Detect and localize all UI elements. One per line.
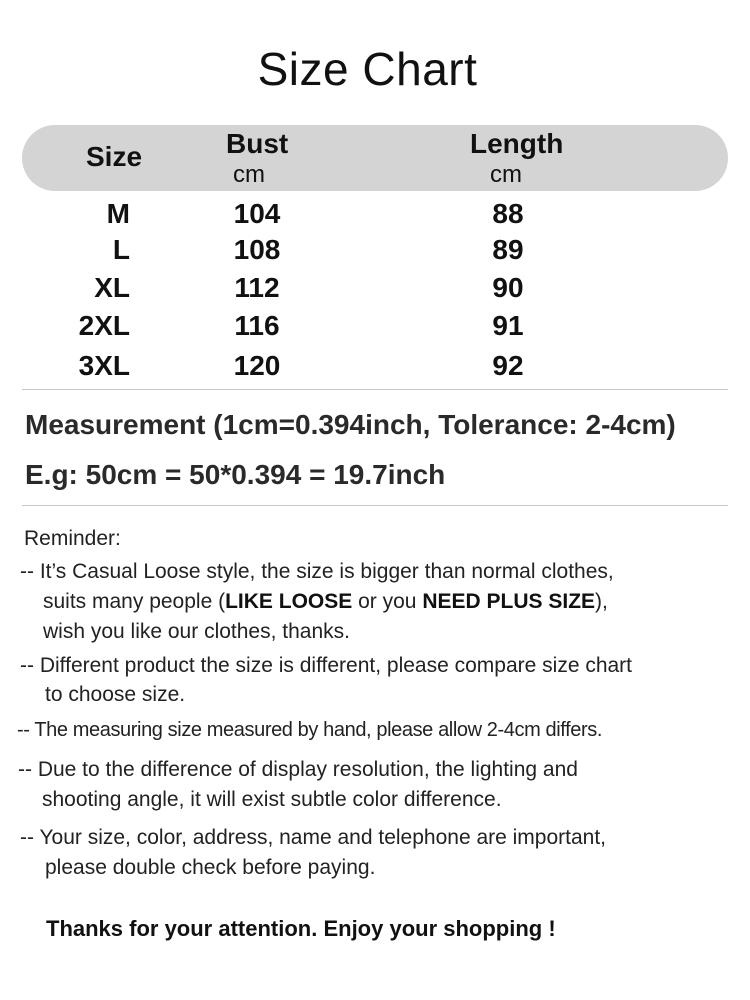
row-xl-bust: 112 bbox=[234, 272, 280, 303]
row-2xl-length: 91 bbox=[492, 310, 524, 341]
row-3xl-size: 3XL bbox=[78, 350, 130, 381]
reminder-item-3: -- The measuring size measured by hand, please allow 2-4cm differs. bbox=[17, 719, 602, 741]
reminder-item-5b: please double check before paying. bbox=[45, 856, 376, 879]
like-loose-emphasis: LIKE LOOSE bbox=[225, 590, 353, 613]
header-length: Length bbox=[470, 128, 564, 159]
row-l-length: 89 bbox=[492, 234, 524, 265]
header-bust-unit: cm bbox=[233, 161, 265, 188]
row-3xl-length: 92 bbox=[492, 350, 524, 381]
reminder-item-1c: wish you like our clothes, thanks. bbox=[43, 620, 350, 643]
header-length-unit: cm bbox=[490, 161, 522, 188]
row-m-length: 88 bbox=[492, 198, 524, 229]
row-m-bust: 104 bbox=[233, 198, 281, 229]
conversion-example: E.g: 50cm = 50*0.394 = 19.7inch bbox=[25, 459, 446, 490]
row-2xl-size: 2XL bbox=[78, 310, 130, 341]
row-3xl-bust: 120 bbox=[233, 350, 281, 381]
divider-bottom bbox=[22, 505, 728, 506]
header-size: Size bbox=[86, 141, 143, 172]
plus-size-emphasis: NEED PLUS SIZE bbox=[422, 590, 596, 613]
measurement-note: Measurement (1cm=0.394inch, Tolerance: 2-4cm) bbox=[25, 409, 676, 440]
row-xl-length: 90 bbox=[492, 272, 524, 303]
reminder-item-4a: -- Due to the difference of display resolution, the lighting and bbox=[18, 758, 578, 781]
row-l-size: L bbox=[112, 234, 130, 265]
header-bust: Bust bbox=[226, 128, 289, 159]
reminder-label: Reminder: bbox=[24, 527, 121, 550]
divider-top bbox=[22, 389, 728, 390]
reminder-item-2a: -- Different product the size is different, please compare size chart bbox=[20, 654, 633, 677]
reminder-item-1b: suits many people (LIKE LOOSE or you NEED PLUS SIZE), bbox=[43, 590, 608, 613]
row-2xl-bust: 116 bbox=[234, 310, 280, 341]
reminder-item-2b: to choose size. bbox=[45, 683, 186, 706]
page-title: Size Chart bbox=[257, 43, 478, 95]
reminder-item-1a: -- It’s Casual Loose style, the size is bigger than normal clothes, bbox=[20, 560, 614, 583]
reminder-item-4b: shooting angle, it will exist subtle color difference. bbox=[42, 788, 502, 811]
thanks-message: Thanks for your attention. Enjoy your shopping ! bbox=[46, 916, 556, 941]
row-l-bust: 108 bbox=[233, 234, 281, 265]
row-xl-size: XL bbox=[94, 272, 130, 303]
reminder-item-5a: -- Your size, color, address, name and telephone are important, bbox=[20, 826, 607, 849]
row-m-size: M bbox=[106, 198, 130, 229]
